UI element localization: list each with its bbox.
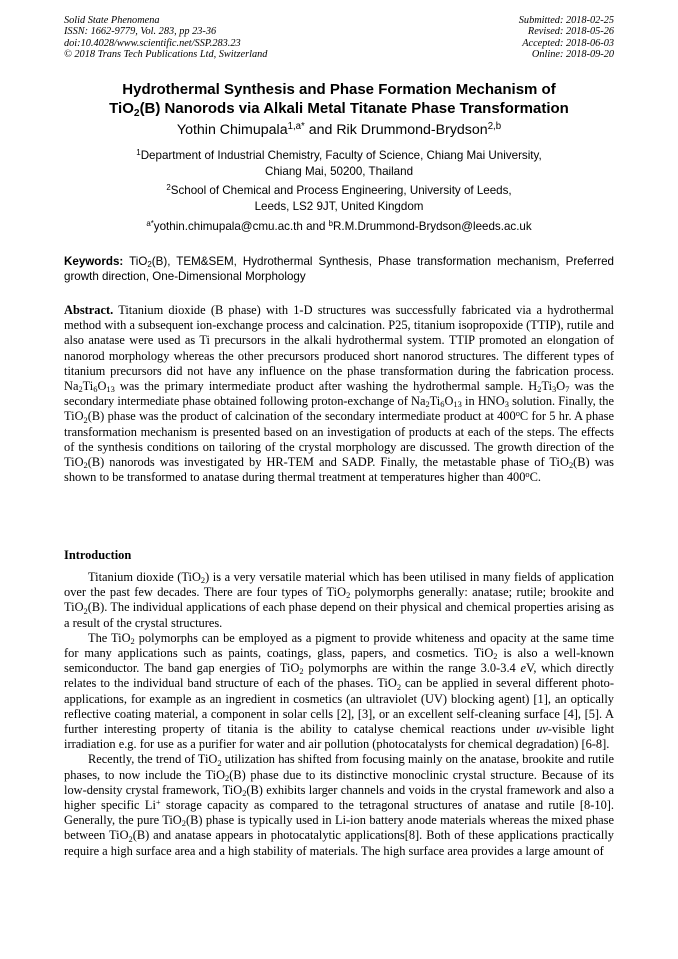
intro-paragraph-3: Recently, the trend of TiO$_2$ utilization has shifted from focusing mainly on the anatase, brookite and rutile phases, to now include the TiO$_2$(B) phase due to its distinctive monoclinic crystal structure. Because of its low-density crystal framework, TiO$_2$(B) exhibits larger channels and voids in the crystal framework and also a higher specific Li+ storage capacity as compared to the tetragonal structures of anatase and rutile [8-10]. Generally, the pure TiO$_2$(B) phase is typically used in Li-ion battery anode materials whereas the mixed phase between TiO$_2$(B) and anatase appears in photocatalytic applications[8]. Both of these applications practically require a high surface area and a high stability of materials. The high surface area provides a large amount of (64, 752, 615, 858)
keywords: Keywords: TiO$_2$(B), TEM&SEM, Hydrothermal Synthesis, Phase transformation mechanism, Preferred growth direction, One-Dimensional Morphology (64, 255, 614, 284)
author-1: Yothin Chimupala (176, 122, 288, 138)
date-revised: Revised: 2018-05-26 (527, 26, 614, 38)
affiliation-1: $^1$Department of Industrial Chemistry, Faculty of Science, Chiang Mai University, Chiang Mai, 50200, Thailand (136, 148, 542, 178)
title-line-1: Hydrothermal Synthesis and Phase Formation Mechanism of (122, 81, 556, 98)
email-link-2[interactable]: R.M.Drummond-Brydson@leeds.ac.uk (333, 220, 532, 233)
journal-info (64, 15, 267, 61)
author-emails: $^{a*}$yothin.chimupala@cmu.ac.th and $^b$R.M.Drummond-Brydson@leeds.ac.uk (146, 219, 532, 233)
journal-name: Solid State Phenomena (64, 15, 160, 26)
author-2-affiliation-mark: 2,b (487, 121, 502, 133)
author-2: Rik Drummond-Brydson (336, 122, 488, 138)
intro-paragraph-2: The TiO$_2$ polymorphs can be employed as a pigment to provide whiteness and opacity at the same time for many applications such as paints, coatings, glass, papers, and cosmetics. TiO$_2$ is also a well-known semiconductor. The band gap energies of TiO$_2$ polymorphs are within the range 3.0-3.4 eV, which directly relates to the individual band structure of each of the phases. TiO$_2$ can be applied in several different photo-applications, for example as an ingredient in cosmetics (an ultraviolet (UV) blocking agent) [1], an optically reflective coating material, a component in solar cells [2], [3], or an excellent self-cleaning surface [4], [5]. A further interesting property of titania is the ability to catalyse chemical reactions under uv-visible light irradiation e.g. for use as a purifier for water and air pollution (photocatalysts for chemical degradation) [6-8]. (64, 630, 615, 752)
keywords-label: Keywords: (64, 255, 124, 268)
title-line-2: TiO$_2$(B) Nanorods via Alkali Metal Titanate Phase Transformation (109, 100, 569, 119)
paper-title (40, 80, 638, 118)
introduction-body (64, 570, 614, 859)
email-link-1[interactable]: yothin.chimupala@cmu.ac.th (153, 220, 303, 233)
author-1-affiliation-mark: 1,a* (287, 121, 305, 133)
abstract: Abstract. Titanium dioxide (B phase) with 1-D structures was successfully fabricated via a hydrothermal method with a subsequent ion-exchange process and calcination. P25, titanium isopropoxide (TTIP), rutile and also anatase were used as Ti precursors in the alkali hydrothermal system. TTIP promoted an elongation of nanorod morphology whereas the other precursors produced short nanorod structures. The different types of titanium precursors did not have any influence on the phase transformation during the fabrication process. $Na_2Ti_6O_{13}$ was the primary intermediate product after washing the hydrothermal sample. $H_2Ti_3O_7$ was the secondary intermediate phase obtained following proton-exchange of $Na_2Ti_6O_{13}$ in $HNO_3$ solution. Finally, the TiO$_2$(B) phase was the product of calcination of the secondary intermediate product at 400$^o$C for 5 hr. A phase transformation mechanism is presented based on an investigation of products at each of the steps. The effects of the synthesis conditions on tailoring of the crystal morphology are discussed. The growth direction of the TiO$_2$(B) nanorods was investigated by HR-TEM and SADP. Finally, the metastable phase of TiO$_2$(B) was shown to be transformed to anatase during thermal treatment at temperatures higher than 400$^o$C. (64, 303, 615, 485)
author-list: Yothin Chimupala$^{1,a*}$ and Rik Drummond-Brydson$^{2,b}$ (176, 121, 502, 138)
section-heading-introduction: Introduction (64, 548, 132, 562)
publication-dates (519, 15, 614, 61)
date-accepted: Accepted: 2018-06-03 (522, 37, 614, 49)
date-online: Online: 2018-09-20 (531, 49, 614, 61)
copyright: © 2018 Trans Tech Publications Ltd, Switzerland (64, 49, 268, 61)
issn-volume: ISSN: 1662-9779, Vol. 283, pp 23-36 (64, 26, 217, 38)
intro-paragraph-1: Titanium dioxide (TiO$_2$) is a very versatile material which has been utilised in many fields of application over the past few decades. There are four types of TiO$_2$ polymorphs generally: anatase; rutile; brookite and TiO$_2$(B). The individual applications of each phase depend on their physical and chemical properties arising as a result of the crystal structures. (64, 570, 615, 630)
abstract-label: Abstract. (64, 303, 114, 317)
affiliation-2: $^2$School of Chemical and Process Engineering, University of Leeds, Leeds, LS2 9JT, United Kingdom (166, 183, 512, 213)
date-submitted: Submitted: 2018-02-25 (518, 15, 614, 26)
doi[interactable]: doi:10.4028/www.scientific.net/SSP.283.23 (64, 37, 241, 49)
